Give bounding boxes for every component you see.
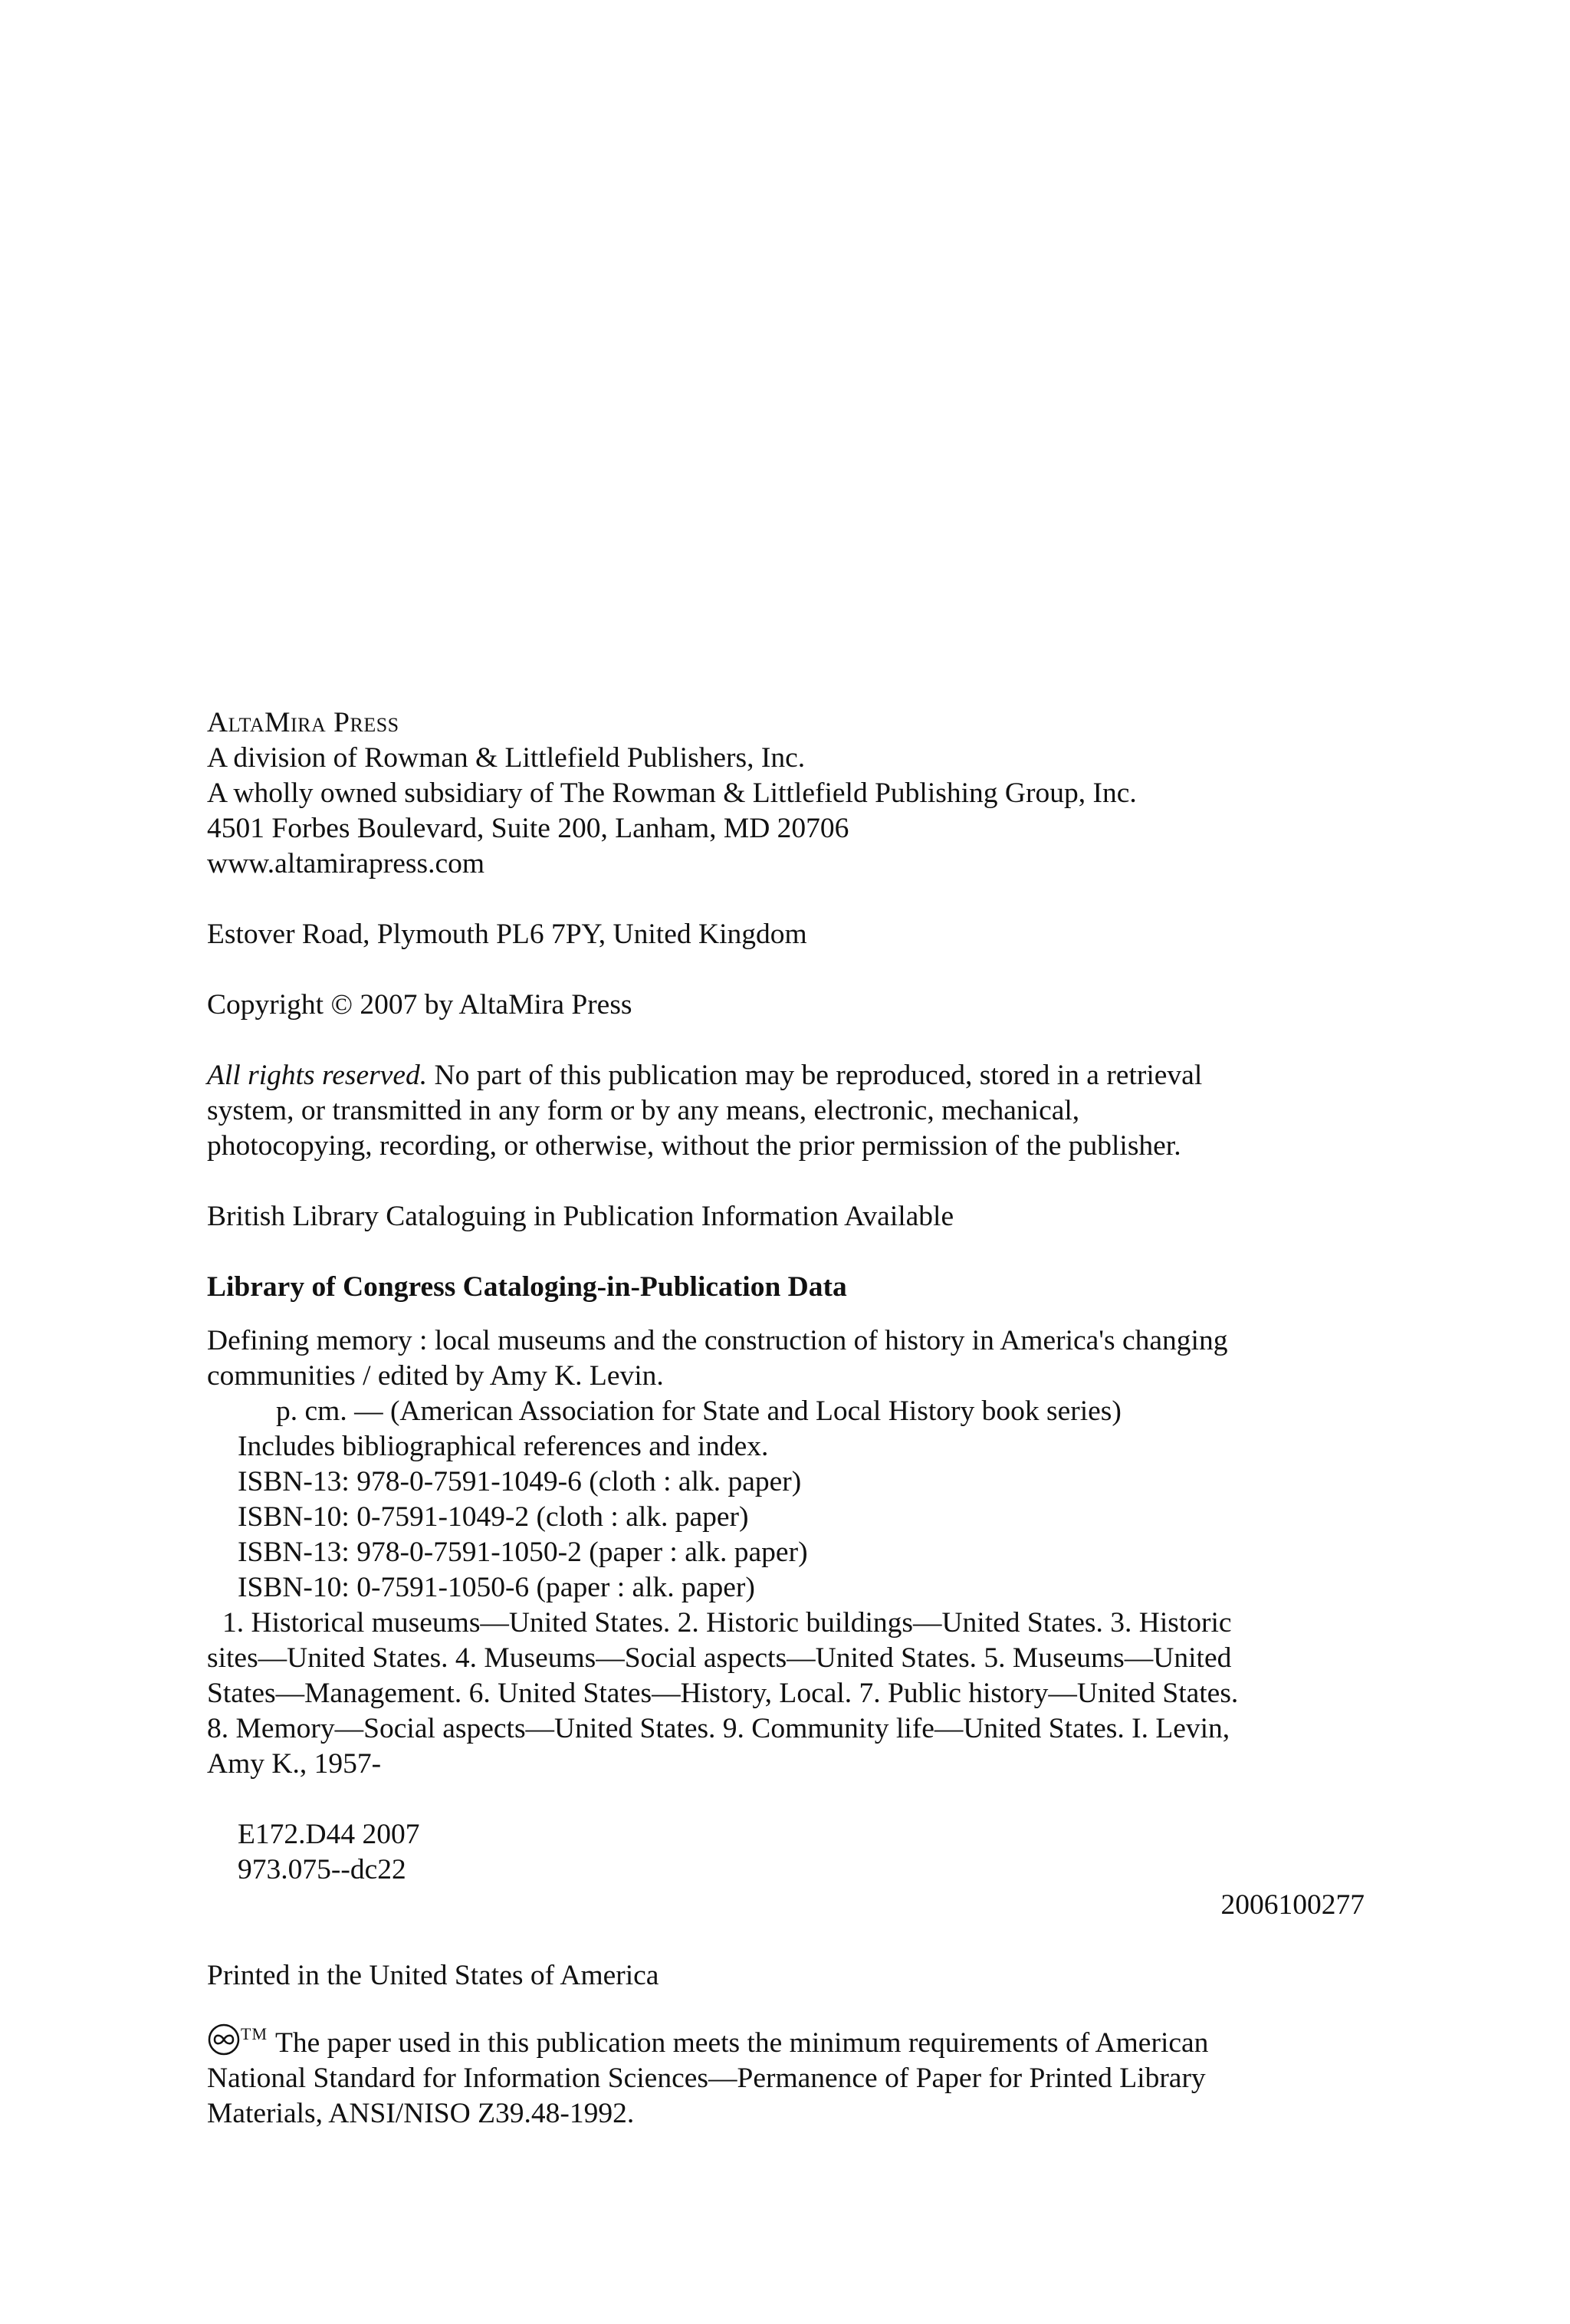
cip-subjects-line: 8. Memory—Social aspects—United States. 9. Community life—United States. I. Levin, (207, 1713, 1230, 1744)
cip-title-line: Defining memory : local museums and the construction of history in America's changing (207, 1325, 1228, 1356)
cip-physical: p. cm. — (American Association for State and Local History book series) (276, 1395, 1122, 1427)
rights-line-2: system, or transmitted in any form or by any means, electronic, mechanical, (207, 1095, 1080, 1126)
paper-permanence-notice (207, 2017, 1388, 2132)
cip-title-line: communities / edited by Amy K. Levin. (207, 1360, 664, 1392)
infinity-in-circle-icon (207, 2023, 241, 2056)
publisher-division: A division of Rowman & Littlefield Publishers, Inc. (207, 742, 806, 774)
publisher-name: AltaMira Press (207, 707, 399, 738)
paper-line-3: Materials, ANSI/NISO Z39.48-1992. (207, 2098, 635, 2129)
paper-line-1 (207, 2017, 1388, 2061)
lccn-number: 2006100277 (1220, 1889, 1365, 1921)
uk-address: Estover Road, Plymouth PL6 7PY, United Kingdom (207, 919, 807, 950)
dewey-classification: 973.075--dc22 (238, 1854, 406, 1885)
paper-line-2: National Standard for Information Sciences—Permanence of Paper for Printed Library (207, 2063, 1206, 2094)
spacer (207, 1305, 1388, 1323)
copyright-page (207, 705, 1388, 2132)
cip-isbn: ISBN-13: 978-0-7591-1050-2 (paper : alk. paper) (238, 1537, 808, 1568)
cip-classification (207, 1817, 1388, 1923)
british-library-note: British Library Cataloguing in Publication Information Available (207, 1201, 954, 1232)
cip-subjects-line: 1. Historical museums—United States. 2. Historic buildings—United States. 3. Historic (222, 1607, 1232, 1639)
printed-in: Printed in the United States of America (207, 1960, 659, 1991)
cip-note: Includes bibliographical references and index. (238, 1431, 769, 1462)
spacer (207, 882, 1388, 917)
lc-classification: E172.D44 2007 (238, 1819, 420, 1850)
rights-line-1 (207, 1058, 1388, 1093)
cip-subjects-line: States—Management. 6. United States—History, Local. 7. Public history—United States. (207, 1678, 1239, 1709)
publisher-subsidiary: A wholly owned subsidiary of The Rowman & Littlefield Publishing Group, Inc. (207, 777, 1137, 809)
spacer (207, 1234, 1388, 1270)
copyright-notice: Copyright © 2007 by AltaMira Press (207, 989, 632, 1021)
cip-subjects-line: Amy K., 1957- (207, 1748, 382, 1780)
cip-heading: Library of Congress Cataloging-in-Publication Data (207, 1271, 847, 1303)
cip-isbn: ISBN-10: 0-7591-1050-6 (paper : alk. paper) (238, 1572, 755, 1603)
spacer (207, 1023, 1388, 1058)
spacer (207, 1994, 1388, 2017)
publisher-address: 4501 Forbes Boulevard, Suite 200, Lanham, MD 20706 (207, 813, 849, 844)
rights-line-1-rest: No part of this publication may be reproduced, stored in a retrieval (427, 1060, 1203, 1091)
spacer (207, 1164, 1388, 1199)
spacer (207, 952, 1388, 988)
cip-subjects-line: sites—United States. 4. Museums—Social aspects—United States. 5. Museums—United (207, 1642, 1232, 1674)
cip-record (207, 1323, 1388, 1782)
publisher-block (207, 705, 1388, 882)
rights-lead: All rights reserved. (207, 1060, 428, 1091)
trademark-mark: TM (241, 2024, 268, 2043)
spacer (207, 1782, 1388, 1817)
spacer (207, 1923, 1388, 1958)
paper-text: The paper used in this publication meets the minimum requirements of American (275, 2027, 1209, 2059)
rights-line-3: photocopying, recording, or otherwise, without the prior permission of the publisher. (207, 1130, 1181, 1162)
rights-statement (207, 1058, 1388, 1164)
cip-isbn: ISBN-10: 0-7591-1049-2 (cloth : alk. paper) (238, 1501, 749, 1533)
publisher-website: www.altamirapress.com (207, 848, 485, 879)
cip-isbn: ISBN-13: 978-0-7591-1049-6 (cloth : alk. paper) (238, 1466, 802, 1497)
